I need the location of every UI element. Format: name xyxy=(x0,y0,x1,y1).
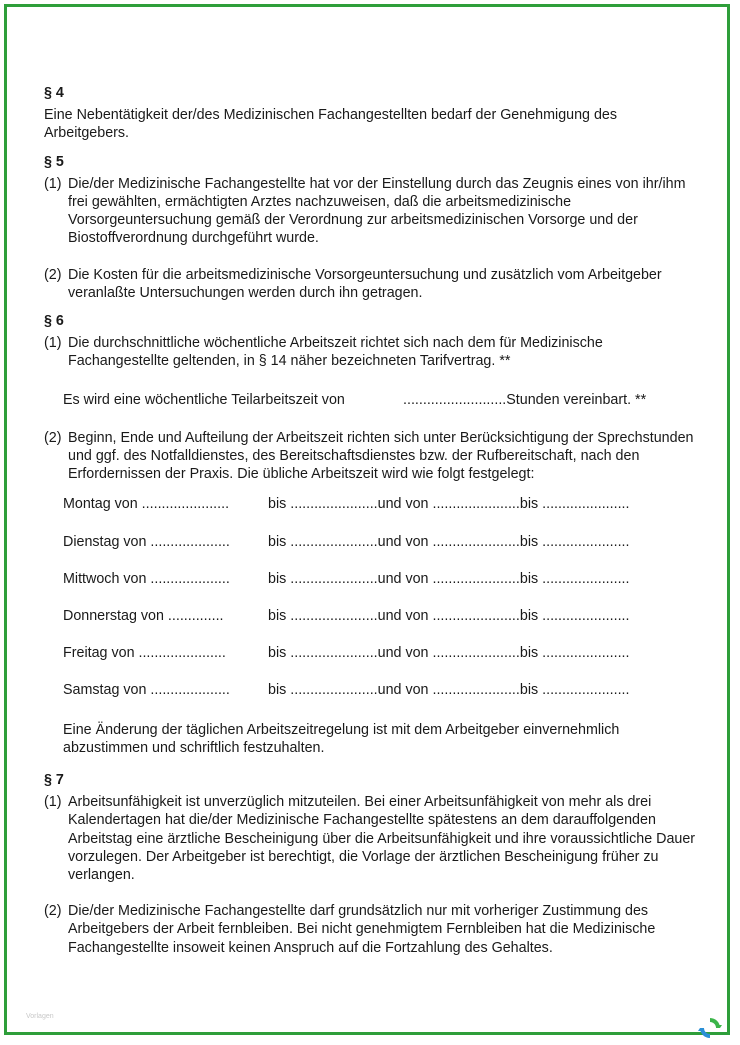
schedule-row[interactable] xyxy=(63,607,704,644)
refresh-logo-icon xyxy=(697,1015,723,1041)
schedule-day: Freitag von ...................... xyxy=(63,645,226,662)
item-number: (1) xyxy=(44,175,62,192)
schedule-day: Samstag von .................... xyxy=(63,682,230,699)
item-number: (2) xyxy=(44,266,62,283)
section-7-item-1 xyxy=(44,793,704,884)
schedule-change-note: Eine Änderung der täglichen Arbeitszeitregelung ist mit dem Arbeitgeber einvernehmlich abzustimmen und schriftlich festzuhalten. xyxy=(63,721,620,756)
section-7-item-2 xyxy=(44,902,704,957)
schedule-row[interactable] xyxy=(63,644,704,681)
section-5-item-2 xyxy=(44,266,704,302)
schedule-times: bis ......................und von ......................bis ...................... xyxy=(268,608,630,625)
item-text: Die/der Medizinische Fachangestellte darf grundsätzlich nur mit vorheriger Zustimmung des Arbeitgebers der Arbeit fernbleiben. Bei nicht genehmigtem Fernbleiben hat die Medizinische Fachangestellte insoweit keinen Anspruch auf die Fortzahlung des Gehaltes. xyxy=(68,903,656,956)
item-text: Die/der Medizinische Fachangestellte hat vor der Einstellung durch das Zeugnis eines von ihr/ihm frei gewählten, ermächtigten Arztes nachzuweisen, daß die arbeitsmedizinische Vorsorgeuntersuchung gemäß der Verordnung zur arbeitsmedizinischen Vorsorge und der Biostoffverordnung durchgeführt wurde. xyxy=(68,175,686,247)
item-text: Die durchschnittliche wöchentliche Arbeitszeit richtet sich nach dem für Medizinische Fachangestellte geltenden, in § 14 näher bezeichneten Tarifvertrag. ** xyxy=(68,335,603,370)
section-6-item-2 xyxy=(44,429,704,484)
item-text: Die Kosten für die arbeitsmedizinische Vorsorgeuntersuchung und zusätzlich vom Arbeitgeber veranlaßte Untersuchungen werden durch ihn getragen. xyxy=(68,266,662,301)
section-4-text: Eine Nebentätigkeit der/des Medizinischen Fachangestellten bedarf der Genehmigung des Arbeitgebers. xyxy=(44,107,618,142)
part-time-hours-field[interactable]: ..........................Stunden vereinbart. ** xyxy=(403,391,647,408)
schedule-times: bis ......................und von ......................bis ...................... xyxy=(268,682,630,699)
schedule-row[interactable] xyxy=(63,495,704,532)
schedule-row[interactable] xyxy=(63,681,704,718)
schedule-day: Mittwoch von .................... xyxy=(63,570,230,587)
part-time-label: Es wird eine wöchentliche Teilarbeitszeit von xyxy=(63,391,345,408)
section-7-heading: § 7 xyxy=(44,771,64,788)
item-number: (2) xyxy=(44,429,62,446)
schedule-day: Dienstag von .................... xyxy=(63,533,230,550)
section-4-heading: § 4 xyxy=(44,85,64,101)
working-hours-schedule xyxy=(44,495,704,718)
item-text: Arbeitsunfähigkeit ist unverzüglich mitzuteilen. Bei einer Arbeitsunfähigkeit von mehr als drei Kalendertagen hat die/der Medizinische Fachangestellte spätestens an dem darauffolgenden Arbeitstag eine ärztliche Bescheinigung über die Arbeitsunfähigkeit und ihre voraussichtliche Dauer vorzulegen. Der Arbeitgeber ist berechtigt, die Vorlage der ärztlichen Bescheinigung früher zu verlangen. xyxy=(68,794,696,883)
schedule-row[interactable] xyxy=(63,570,704,607)
schedule-day: Donnerstag von .............. xyxy=(63,608,224,625)
item-text: Beginn, Ende und Aufteilung der Arbeitszeit richten sich unter Berücksichtigung der Sprechstunden und ggf. des Notfalldienstes, des Bereitschaftsdienstes bzw. der Rufbereitschaft, nach den Erfordernissen der Praxis. Die übliche Arbeitszeit wird wie folgt festgelegt: xyxy=(68,429,694,483)
schedule-row[interactable] xyxy=(63,533,704,570)
item-number: (2) xyxy=(44,903,62,920)
schedule-times: bis ......................und von ......................bis ...................... xyxy=(268,570,630,587)
section-6-heading: § 6 xyxy=(44,313,64,330)
part-time-line xyxy=(44,391,704,409)
section-5-heading: § 5 xyxy=(44,153,64,170)
watermark-text: Vorlagen xyxy=(26,1013,54,1020)
section-6-item-1 xyxy=(44,334,704,370)
item-number: (1) xyxy=(44,794,62,811)
document-body xyxy=(44,84,704,957)
schedule-times: bis ......................und von ......................bis ...................... xyxy=(268,645,630,662)
schedule-times: bis ......................und von ......................bis ...................... xyxy=(268,496,630,513)
schedule-day: Montag von ...................... xyxy=(63,496,230,513)
section-5-item-1 xyxy=(44,175,704,248)
item-number: (1) xyxy=(44,335,62,352)
schedule-times: bis ......................und von ......................bis ...................... xyxy=(268,533,630,550)
